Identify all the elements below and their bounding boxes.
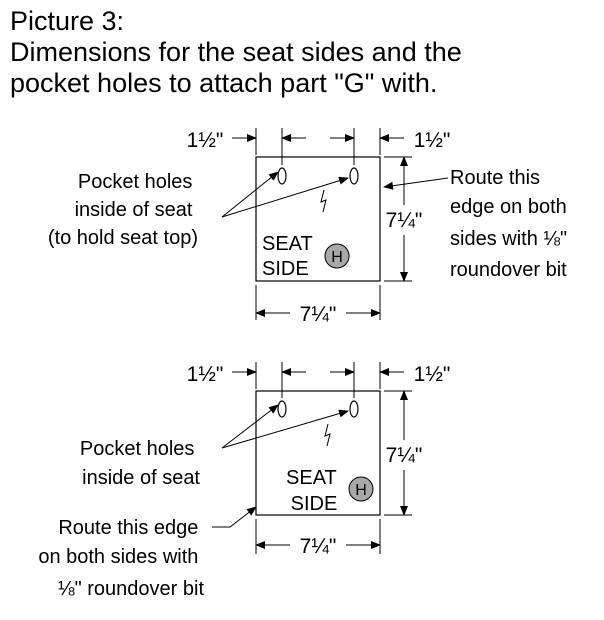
top-dim-right: 1½" (413, 129, 451, 152)
bottom-dim-width: 7¼" (299, 535, 337, 558)
description-line-2: pocket holes to attach part "G" with. (10, 68, 438, 98)
top-seat-side-diagram (48, 128, 573, 326)
bottom-route-label: Route this edge on both sides with ⅛" roundover bit (38, 517, 204, 600)
pocket-hole-right (350, 168, 358, 184)
description-line-1: Dimensions for the seat sides and the (10, 37, 462, 67)
bottom-part-label: SEAT SIDE (286, 467, 338, 515)
top-dim-left: 1½" (186, 129, 224, 152)
top-dim-height: 7¼" (385, 209, 423, 232)
break-symbol (321, 190, 326, 212)
bottom-dim-left: 1½" (186, 363, 224, 386)
picture-title: Picture 3: (10, 6, 125, 36)
top-dim-width: 7¼" (299, 303, 337, 326)
pocket-hole-right (350, 401, 358, 417)
bottom-dim-height: 7¼" (385, 444, 423, 467)
top-badge-letter: H (331, 249, 343, 266)
top-route-label: Route this edge on both sides with ⅛" roundover bit (450, 167, 568, 281)
bottom-pocket-label: Pocket holes inside of seat (79, 438, 200, 489)
break-symbol (325, 424, 330, 446)
pocket-hole-left (278, 401, 286, 417)
pocket-hole-left (278, 168, 286, 184)
bottom-seat-side-diagram (38, 362, 450, 600)
bottom-badge-letter: H (355, 482, 367, 499)
bottom-dim-right: 1½" (413, 363, 451, 386)
top-part-label: SEAT SIDE (262, 233, 313, 280)
top-pocket-label: Pocket holes inside of seat (to hold seat top) (47, 171, 198, 249)
